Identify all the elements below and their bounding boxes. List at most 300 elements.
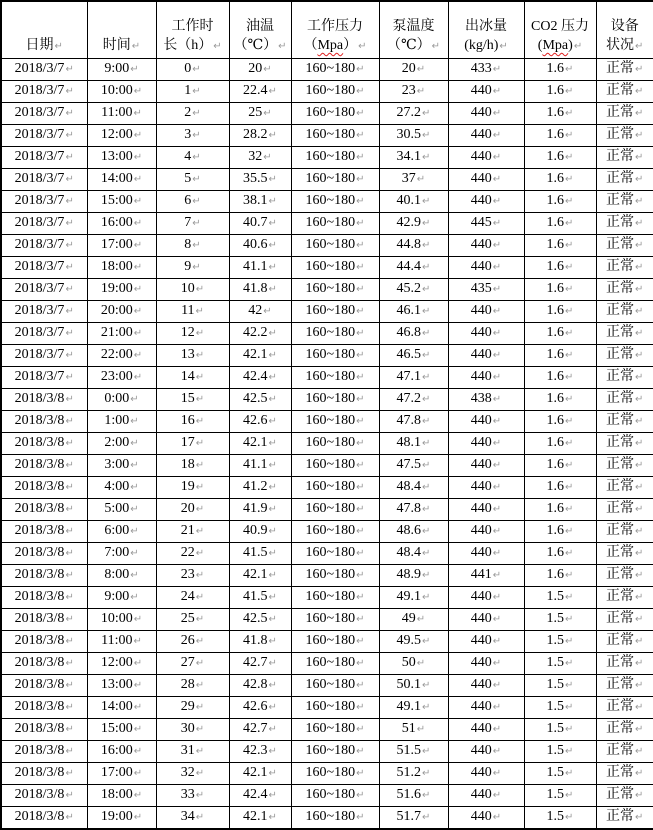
cell-time[interactable]	[87, 103, 156, 125]
cell-status[interactable]	[596, 411, 653, 433]
cell-pressure[interactable]	[291, 323, 379, 345]
cell-pump-temp[interactable]	[379, 147, 448, 169]
cell-oil-temp[interactable]	[229, 455, 291, 477]
cell-co2[interactable]	[524, 653, 596, 675]
col-header-date[interactable]	[1, 1, 87, 59]
cell-date[interactable]	[1, 323, 87, 345]
cell-status[interactable]	[596, 719, 653, 741]
cell-oil-temp[interactable]	[229, 257, 291, 279]
cell-hours[interactable]	[156, 103, 229, 125]
cell-co2[interactable]	[524, 367, 596, 389]
cell-pressure[interactable]	[291, 433, 379, 455]
cell-time[interactable]	[87, 785, 156, 807]
cell-ice-output[interactable]	[448, 653, 524, 675]
cell-pressure[interactable]	[291, 499, 379, 521]
cell-status[interactable]	[596, 675, 653, 697]
cell-co2[interactable]	[524, 103, 596, 125]
cell-status[interactable]	[596, 279, 653, 301]
cell-co2[interactable]	[524, 323, 596, 345]
cell-time[interactable]	[87, 323, 156, 345]
cell-pressure[interactable]	[291, 631, 379, 653]
cell-hours[interactable]	[156, 59, 229, 81]
cell-oil-temp[interactable]	[229, 697, 291, 719]
cell-time[interactable]	[87, 389, 156, 411]
cell-hours[interactable]	[156, 785, 229, 807]
cell-status[interactable]	[596, 543, 653, 565]
cell-pump-temp[interactable]	[379, 521, 448, 543]
cell-status[interactable]	[596, 785, 653, 807]
cell-oil-temp[interactable]	[229, 543, 291, 565]
cell-time[interactable]	[87, 59, 156, 81]
cell-pressure[interactable]	[291, 653, 379, 675]
cell-hours[interactable]	[156, 499, 229, 521]
col-header-pump-temp[interactable]	[379, 1, 448, 59]
cell-oil-temp[interactable]	[229, 807, 291, 830]
cell-hours[interactable]	[156, 301, 229, 323]
cell-date[interactable]	[1, 697, 87, 719]
cell-hours[interactable]	[156, 147, 229, 169]
cell-co2[interactable]	[524, 675, 596, 697]
cell-hours[interactable]	[156, 257, 229, 279]
cell-date[interactable]	[1, 433, 87, 455]
cell-pressure[interactable]	[291, 345, 379, 367]
cell-oil-temp[interactable]	[229, 609, 291, 631]
cell-pressure[interactable]	[291, 763, 379, 785]
cell-co2[interactable]	[524, 81, 596, 103]
cell-pump-temp[interactable]	[379, 719, 448, 741]
cell-oil-temp[interactable]	[229, 279, 291, 301]
cell-date[interactable]	[1, 301, 87, 323]
cell-time[interactable]	[87, 631, 156, 653]
cell-ice-output[interactable]	[448, 235, 524, 257]
cell-time[interactable]	[87, 147, 156, 169]
cell-date[interactable]	[1, 763, 87, 785]
cell-pump-temp[interactable]	[379, 191, 448, 213]
cell-oil-temp[interactable]	[229, 147, 291, 169]
cell-time[interactable]	[87, 521, 156, 543]
cell-time[interactable]	[87, 125, 156, 147]
cell-pump-temp[interactable]	[379, 763, 448, 785]
cell-oil-temp[interactable]	[229, 785, 291, 807]
cell-date[interactable]	[1, 389, 87, 411]
cell-time[interactable]	[87, 609, 156, 631]
cell-ice-output[interactable]	[448, 433, 524, 455]
cell-date[interactable]	[1, 59, 87, 81]
cell-status[interactable]	[596, 521, 653, 543]
cell-time[interactable]	[87, 169, 156, 191]
cell-ice-output[interactable]	[448, 785, 524, 807]
cell-hours[interactable]	[156, 763, 229, 785]
cell-hours[interactable]	[156, 609, 229, 631]
cell-pressure[interactable]	[291, 477, 379, 499]
cell-date[interactable]	[1, 367, 87, 389]
cell-time[interactable]	[87, 257, 156, 279]
cell-pressure[interactable]	[291, 565, 379, 587]
cell-time[interactable]	[87, 367, 156, 389]
cell-date[interactable]	[1, 257, 87, 279]
cell-pressure[interactable]	[291, 367, 379, 389]
cell-status[interactable]	[596, 103, 653, 125]
cell-pump-temp[interactable]	[379, 675, 448, 697]
cell-hours[interactable]	[156, 741, 229, 763]
cell-time[interactable]	[87, 807, 156, 830]
cell-status[interactable]	[596, 323, 653, 345]
cell-date[interactable]	[1, 719, 87, 741]
cell-date[interactable]	[1, 587, 87, 609]
cell-status[interactable]	[596, 631, 653, 653]
cell-status[interactable]	[596, 455, 653, 477]
cell-hours[interactable]	[156, 587, 229, 609]
cell-status[interactable]	[596, 499, 653, 521]
cell-time[interactable]	[87, 653, 156, 675]
cell-ice-output[interactable]	[448, 543, 524, 565]
col-header-time[interactable]	[87, 1, 156, 59]
cell-ice-output[interactable]	[448, 279, 524, 301]
cell-pump-temp[interactable]	[379, 697, 448, 719]
cell-ice-output[interactable]	[448, 499, 524, 521]
cell-status[interactable]	[596, 653, 653, 675]
col-header-pressure[interactable]	[291, 1, 379, 59]
cell-pump-temp[interactable]	[379, 411, 448, 433]
cell-status[interactable]	[596, 345, 653, 367]
col-header-oil-temp[interactable]	[229, 1, 291, 59]
cell-time[interactable]	[87, 411, 156, 433]
cell-date[interactable]	[1, 455, 87, 477]
cell-date[interactable]	[1, 741, 87, 763]
cell-ice-output[interactable]	[448, 587, 524, 609]
cell-oil-temp[interactable]	[229, 477, 291, 499]
cell-co2[interactable]	[524, 697, 596, 719]
cell-oil-temp[interactable]	[229, 235, 291, 257]
cell-pressure[interactable]	[291, 741, 379, 763]
cell-co2[interactable]	[524, 411, 596, 433]
cell-hours[interactable]	[156, 323, 229, 345]
cell-pressure[interactable]	[291, 719, 379, 741]
cell-pump-temp[interactable]	[379, 213, 448, 235]
cell-co2[interactable]	[524, 191, 596, 213]
cell-pressure[interactable]	[291, 521, 379, 543]
cell-hours[interactable]	[156, 807, 229, 830]
cell-date[interactable]	[1, 103, 87, 125]
cell-pump-temp[interactable]	[379, 807, 448, 830]
cell-pressure[interactable]	[291, 807, 379, 830]
cell-time[interactable]	[87, 477, 156, 499]
cell-date[interactable]	[1, 213, 87, 235]
cell-status[interactable]	[596, 389, 653, 411]
cell-hours[interactable]	[156, 345, 229, 367]
cell-status[interactable]	[596, 587, 653, 609]
cell-pump-temp[interactable]	[379, 631, 448, 653]
cell-pump-temp[interactable]	[379, 257, 448, 279]
cell-pressure[interactable]	[291, 587, 379, 609]
cell-status[interactable]	[596, 565, 653, 587]
cell-oil-temp[interactable]	[229, 59, 291, 81]
cell-pump-temp[interactable]	[379, 455, 448, 477]
cell-time[interactable]	[87, 433, 156, 455]
cell-ice-output[interactable]	[448, 257, 524, 279]
cell-date[interactable]	[1, 477, 87, 499]
cell-time[interactable]	[87, 301, 156, 323]
cell-hours[interactable]	[156, 719, 229, 741]
cell-time[interactable]	[87, 213, 156, 235]
cell-hours[interactable]	[156, 521, 229, 543]
cell-hours[interactable]	[156, 543, 229, 565]
cell-co2[interactable]	[524, 807, 596, 830]
cell-co2[interactable]	[524, 763, 596, 785]
cell-co2[interactable]	[524, 741, 596, 763]
cell-time[interactable]	[87, 81, 156, 103]
cell-ice-output[interactable]	[448, 389, 524, 411]
cell-status[interactable]	[596, 169, 653, 191]
cell-date[interactable]	[1, 499, 87, 521]
cell-pump-temp[interactable]	[379, 477, 448, 499]
cell-time[interactable]	[87, 587, 156, 609]
cell-oil-temp[interactable]	[229, 191, 291, 213]
cell-pump-temp[interactable]	[379, 81, 448, 103]
col-header-co2-pressure[interactable]	[524, 1, 596, 59]
cell-ice-output[interactable]	[448, 345, 524, 367]
cell-co2[interactable]	[524, 543, 596, 565]
cell-date[interactable]	[1, 411, 87, 433]
cell-co2[interactable]	[524, 565, 596, 587]
cell-oil-temp[interactable]	[229, 653, 291, 675]
cell-ice-output[interactable]	[448, 323, 524, 345]
cell-time[interactable]	[87, 279, 156, 301]
cell-status[interactable]	[596, 741, 653, 763]
cell-ice-output[interactable]	[448, 565, 524, 587]
cell-pump-temp[interactable]	[379, 59, 448, 81]
cell-hours[interactable]	[156, 697, 229, 719]
cell-pressure[interactable]	[291, 697, 379, 719]
cell-pump-temp[interactable]	[379, 499, 448, 521]
cell-ice-output[interactable]	[448, 675, 524, 697]
cell-hours[interactable]	[156, 675, 229, 697]
cell-pressure[interactable]	[291, 147, 379, 169]
cell-pressure[interactable]	[291, 609, 379, 631]
cell-ice-output[interactable]	[448, 59, 524, 81]
cell-oil-temp[interactable]	[229, 719, 291, 741]
cell-pump-temp[interactable]	[379, 433, 448, 455]
cell-time[interactable]	[87, 345, 156, 367]
cell-date[interactable]	[1, 565, 87, 587]
cell-status[interactable]	[596, 477, 653, 499]
cell-co2[interactable]	[524, 433, 596, 455]
cell-ice-output[interactable]	[448, 147, 524, 169]
cell-ice-output[interactable]	[448, 521, 524, 543]
cell-ice-output[interactable]	[448, 741, 524, 763]
cell-pump-temp[interactable]	[379, 301, 448, 323]
cell-ice-output[interactable]	[448, 697, 524, 719]
cell-co2[interactable]	[524, 301, 596, 323]
cell-ice-output[interactable]	[448, 411, 524, 433]
cell-co2[interactable]	[524, 213, 596, 235]
cell-hours[interactable]	[156, 389, 229, 411]
cell-date[interactable]	[1, 785, 87, 807]
cell-pressure[interactable]	[291, 257, 379, 279]
cell-hours[interactable]	[156, 653, 229, 675]
cell-co2[interactable]	[524, 477, 596, 499]
cell-hours[interactable]	[156, 367, 229, 389]
cell-date[interactable]	[1, 675, 87, 697]
cell-pump-temp[interactable]	[379, 785, 448, 807]
cell-hours[interactable]	[156, 477, 229, 499]
cell-co2[interactable]	[524, 235, 596, 257]
cell-date[interactable]	[1, 235, 87, 257]
col-header-ice-output[interactable]	[448, 1, 524, 59]
cell-pressure[interactable]	[291, 59, 379, 81]
cell-date[interactable]	[1, 653, 87, 675]
cell-pressure[interactable]	[291, 235, 379, 257]
cell-time[interactable]	[87, 543, 156, 565]
cell-co2[interactable]	[524, 345, 596, 367]
cell-co2[interactable]	[524, 257, 596, 279]
cell-hours[interactable]	[156, 81, 229, 103]
cell-date[interactable]	[1, 147, 87, 169]
cell-pump-temp[interactable]	[379, 609, 448, 631]
cell-time[interactable]	[87, 719, 156, 741]
cell-pressure[interactable]	[291, 389, 379, 411]
cell-date[interactable]	[1, 521, 87, 543]
cell-pump-temp[interactable]	[379, 587, 448, 609]
cell-date[interactable]	[1, 543, 87, 565]
cell-pressure[interactable]	[291, 169, 379, 191]
cell-co2[interactable]	[524, 609, 596, 631]
cell-date[interactable]	[1, 191, 87, 213]
cell-co2[interactable]	[524, 719, 596, 741]
cell-co2[interactable]	[524, 785, 596, 807]
cell-pressure[interactable]	[291, 279, 379, 301]
cell-oil-temp[interactable]	[229, 213, 291, 235]
cell-oil-temp[interactable]	[229, 169, 291, 191]
cell-pump-temp[interactable]	[379, 279, 448, 301]
cell-time[interactable]	[87, 741, 156, 763]
cell-time[interactable]	[87, 675, 156, 697]
cell-time[interactable]	[87, 235, 156, 257]
cell-oil-temp[interactable]	[229, 301, 291, 323]
cell-status[interactable]	[596, 81, 653, 103]
cell-ice-output[interactable]	[448, 367, 524, 389]
cell-status[interactable]	[596, 301, 653, 323]
cell-status[interactable]	[596, 697, 653, 719]
cell-status[interactable]	[596, 763, 653, 785]
cell-hours[interactable]	[156, 455, 229, 477]
cell-oil-temp[interactable]	[229, 433, 291, 455]
cell-ice-output[interactable]	[448, 631, 524, 653]
cell-pressure[interactable]	[291, 455, 379, 477]
col-header-status[interactable]	[596, 1, 653, 59]
cell-pump-temp[interactable]	[379, 389, 448, 411]
cell-oil-temp[interactable]	[229, 675, 291, 697]
cell-pressure[interactable]	[291, 81, 379, 103]
cell-co2[interactable]	[524, 389, 596, 411]
cell-oil-temp[interactable]	[229, 367, 291, 389]
cell-co2[interactable]	[524, 499, 596, 521]
cell-status[interactable]	[596, 191, 653, 213]
cell-pump-temp[interactable]	[379, 543, 448, 565]
cell-status[interactable]	[596, 125, 653, 147]
cell-ice-output[interactable]	[448, 81, 524, 103]
cell-hours[interactable]	[156, 235, 229, 257]
cell-hours[interactable]	[156, 279, 229, 301]
cell-pressure[interactable]	[291, 191, 379, 213]
cell-status[interactable]	[596, 213, 653, 235]
cell-pump-temp[interactable]	[379, 169, 448, 191]
cell-pump-temp[interactable]	[379, 235, 448, 257]
cell-ice-output[interactable]	[448, 191, 524, 213]
col-header-hours[interactable]	[156, 1, 229, 59]
cell-status[interactable]	[596, 257, 653, 279]
cell-pump-temp[interactable]	[379, 323, 448, 345]
cell-ice-output[interactable]	[448, 719, 524, 741]
cell-hours[interactable]	[156, 169, 229, 191]
cell-ice-output[interactable]	[448, 125, 524, 147]
cell-time[interactable]	[87, 697, 156, 719]
cell-ice-output[interactable]	[448, 301, 524, 323]
cell-oil-temp[interactable]	[229, 521, 291, 543]
cell-time[interactable]	[87, 565, 156, 587]
cell-oil-temp[interactable]	[229, 389, 291, 411]
cell-oil-temp[interactable]	[229, 587, 291, 609]
cell-pump-temp[interactable]	[379, 367, 448, 389]
cell-status[interactable]	[596, 609, 653, 631]
cell-oil-temp[interactable]	[229, 323, 291, 345]
cell-pressure[interactable]	[291, 675, 379, 697]
cell-status[interactable]	[596, 367, 653, 389]
cell-oil-temp[interactable]	[229, 631, 291, 653]
cell-ice-output[interactable]	[448, 455, 524, 477]
cell-status[interactable]	[596, 433, 653, 455]
cell-ice-output[interactable]	[448, 807, 524, 830]
cell-co2[interactable]	[524, 455, 596, 477]
cell-status[interactable]	[596, 235, 653, 257]
cell-pressure[interactable]	[291, 125, 379, 147]
cell-oil-temp[interactable]	[229, 81, 291, 103]
cell-hours[interactable]	[156, 213, 229, 235]
cell-pressure[interactable]	[291, 103, 379, 125]
cell-hours[interactable]	[156, 565, 229, 587]
cell-oil-temp[interactable]	[229, 565, 291, 587]
cell-time[interactable]	[87, 455, 156, 477]
cell-co2[interactable]	[524, 169, 596, 191]
cell-co2[interactable]	[524, 521, 596, 543]
cell-date[interactable]	[1, 279, 87, 301]
cell-ice-output[interactable]	[448, 169, 524, 191]
cell-ice-output[interactable]	[448, 477, 524, 499]
cell-date[interactable]	[1, 609, 87, 631]
cell-pressure[interactable]	[291, 543, 379, 565]
cell-pump-temp[interactable]	[379, 653, 448, 675]
cell-oil-temp[interactable]	[229, 411, 291, 433]
cell-hours[interactable]	[156, 411, 229, 433]
cell-hours[interactable]	[156, 631, 229, 653]
cell-date[interactable]	[1, 631, 87, 653]
cell-pressure[interactable]	[291, 301, 379, 323]
cell-date[interactable]	[1, 125, 87, 147]
cell-ice-output[interactable]	[448, 213, 524, 235]
cell-pump-temp[interactable]	[379, 125, 448, 147]
cell-co2[interactable]	[524, 147, 596, 169]
cell-date[interactable]	[1, 807, 87, 830]
cell-oil-temp[interactable]	[229, 125, 291, 147]
cell-ice-output[interactable]	[448, 763, 524, 785]
cell-pressure[interactable]	[291, 785, 379, 807]
cell-oil-temp[interactable]	[229, 763, 291, 785]
cell-ice-output[interactable]	[448, 609, 524, 631]
cell-time[interactable]	[87, 191, 156, 213]
cell-status[interactable]	[596, 59, 653, 81]
cell-pump-temp[interactable]	[379, 565, 448, 587]
cell-hours[interactable]	[156, 125, 229, 147]
